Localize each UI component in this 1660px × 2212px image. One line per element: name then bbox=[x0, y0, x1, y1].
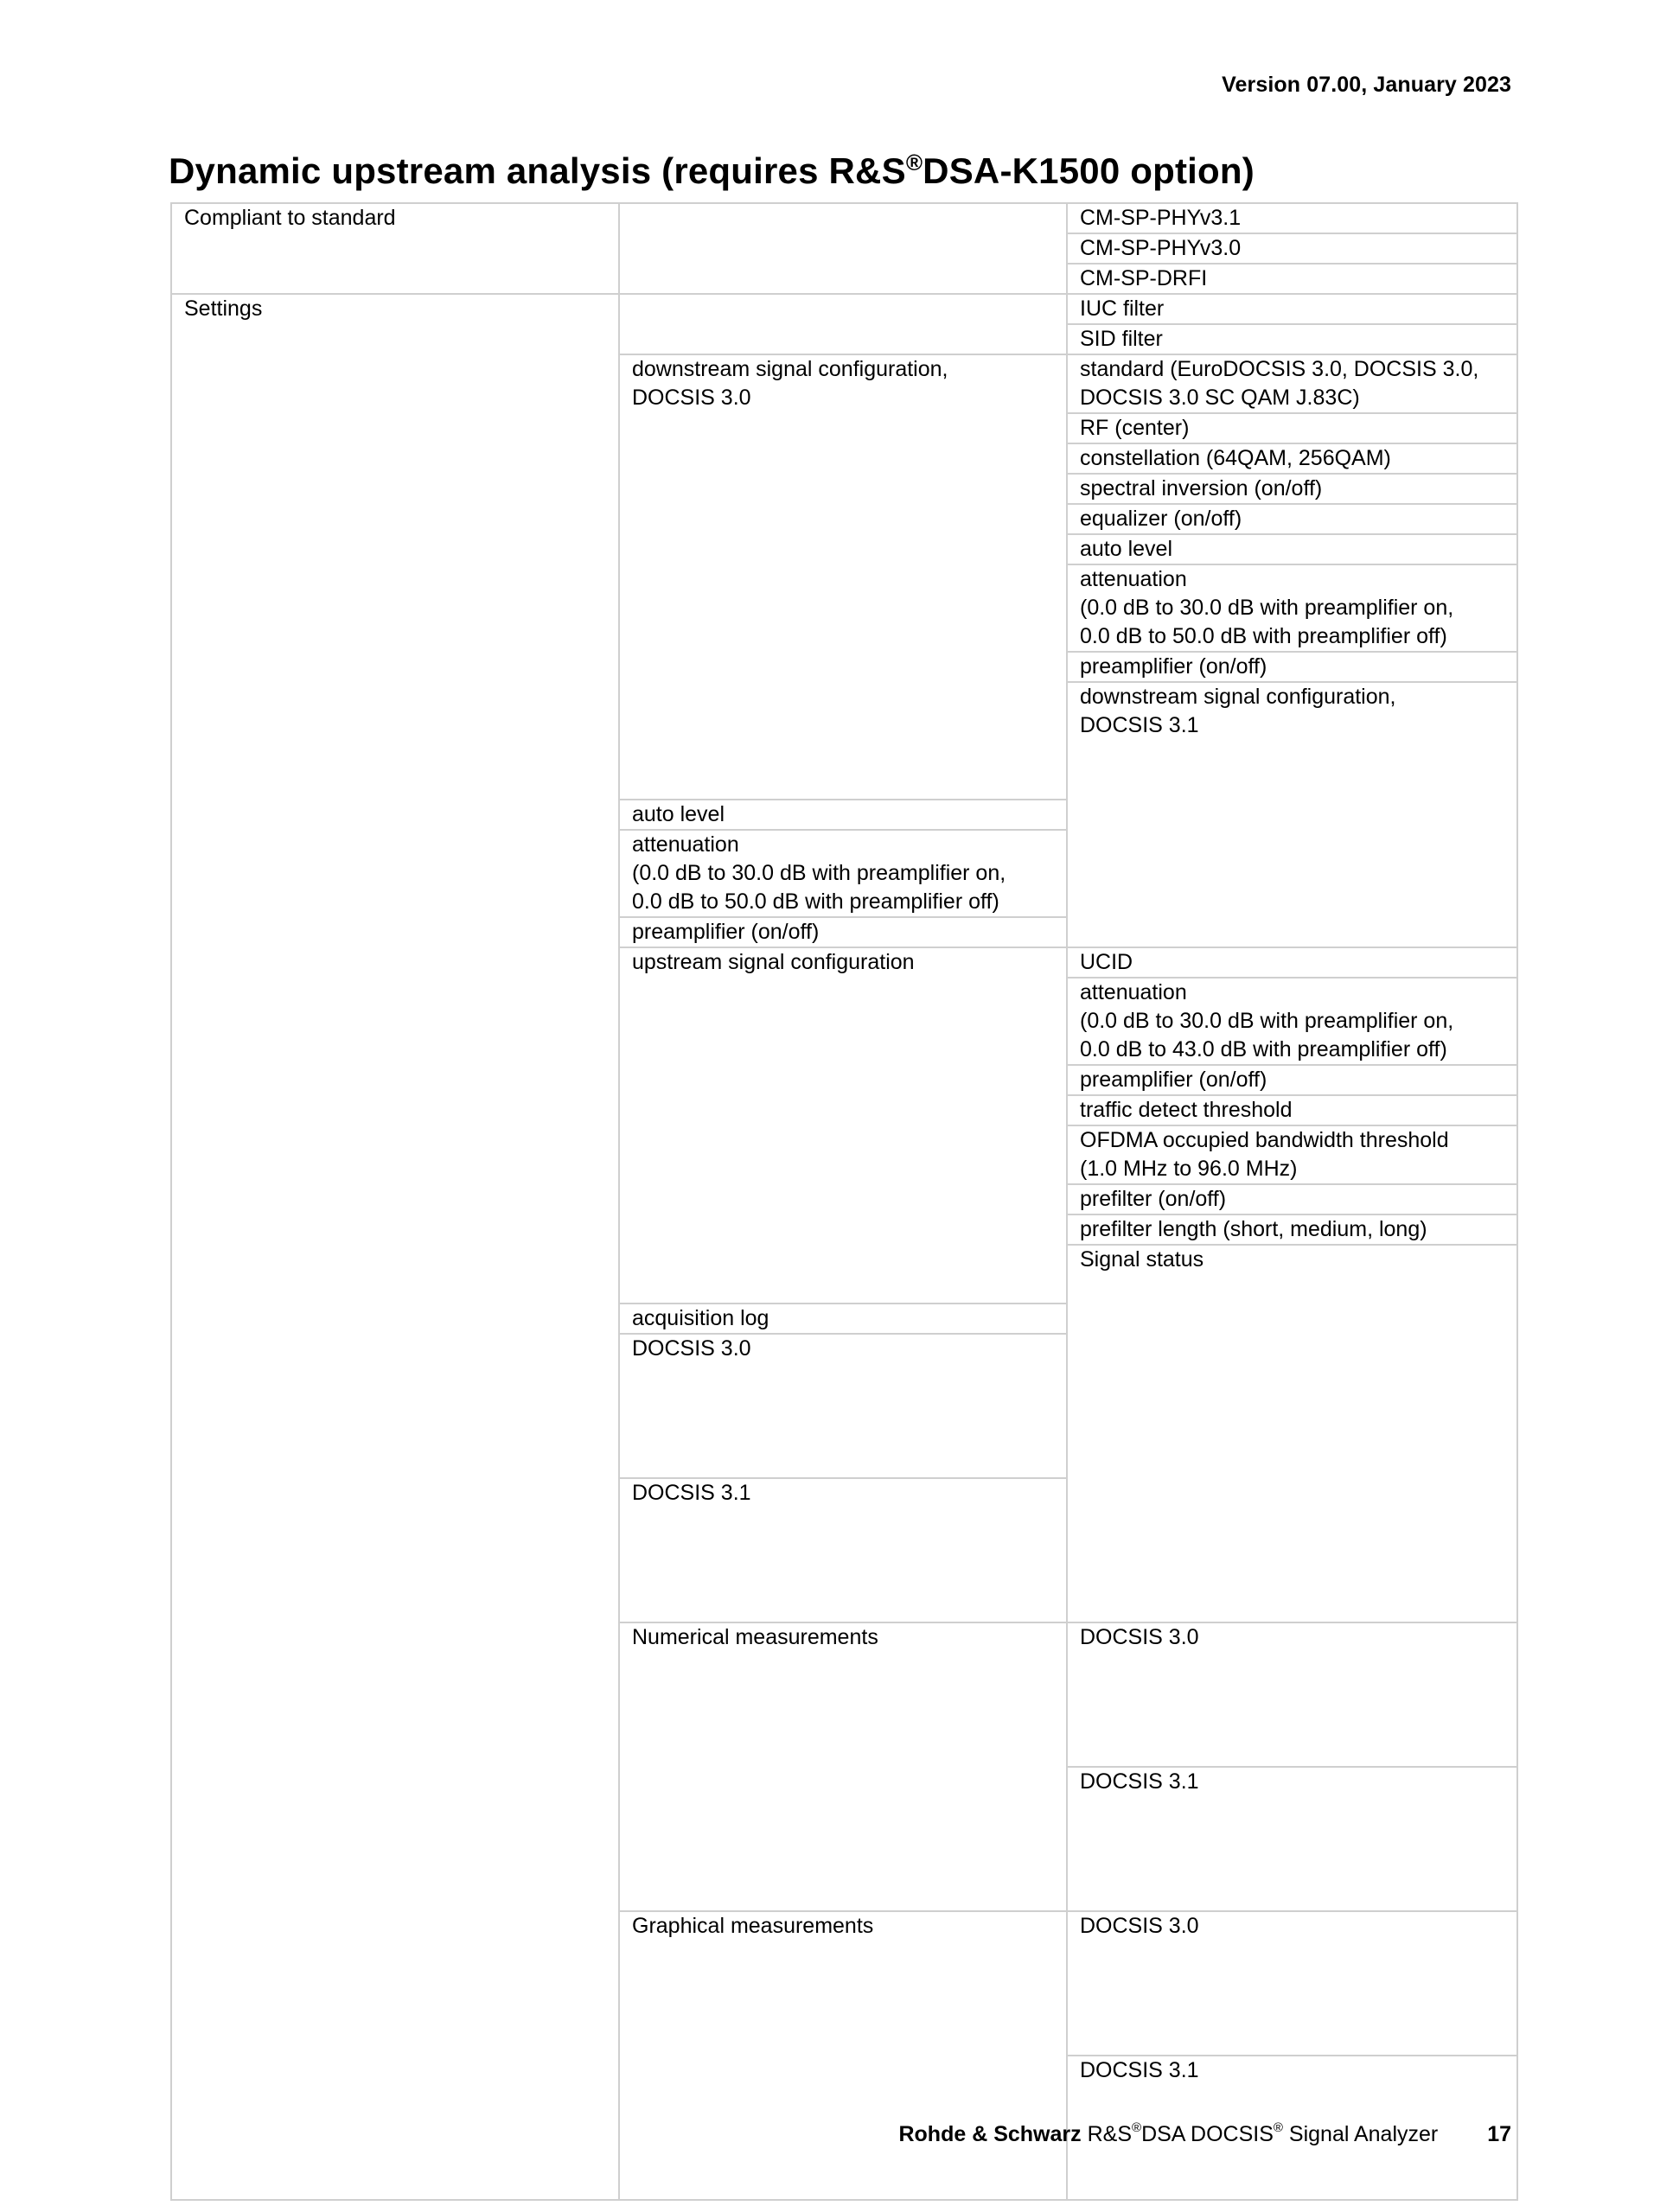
spec-subcategory: DOCSIS 3.0 bbox=[619, 1334, 1067, 1478]
spec-subcategory: DOCSIS 3.0 bbox=[1067, 1911, 1517, 2056]
footer-product-name: DSA DOCSIS bbox=[1141, 2122, 1274, 2146]
value-line: (1.0 MHz to 96.0 MHz) bbox=[1080, 1157, 1298, 1181]
spec-value bbox=[1067, 1125, 1517, 1184]
spec-category: Graphical measurements bbox=[619, 1911, 1067, 2200]
section-title bbox=[169, 150, 1255, 192]
spec-subcategory-empty bbox=[619, 203, 1067, 294]
subcategory-line: downstream signal configuration, bbox=[632, 357, 948, 381]
spec-subcategory: upstream signal configuration bbox=[619, 947, 1067, 1304]
value-line: attenuation bbox=[1080, 567, 1187, 591]
page-number: 17 bbox=[1487, 2122, 1511, 2146]
document-version: Version 07.00, January 2023 bbox=[1222, 73, 1511, 97]
spec-value: acquisition log bbox=[619, 1304, 1067, 1334]
value-line: standard (EuroDOCSIS 3.0, DOCSIS 3.0, bbox=[1080, 357, 1479, 381]
spec-subcategory bbox=[1067, 682, 1517, 947]
value-line: (0.0 dB to 30.0 dB with preamplifier on, bbox=[1080, 1009, 1454, 1033]
spec-category: Compliant to standard bbox=[171, 203, 619, 294]
spec-value: auto level bbox=[1067, 534, 1517, 564]
registered-mark: ® bbox=[1132, 2120, 1142, 2135]
specification-table bbox=[170, 202, 1518, 2201]
spec-value: prefilter (on/off) bbox=[1067, 1184, 1517, 1214]
spec-value: CM-SP-PHYv3.0 bbox=[1067, 233, 1517, 264]
spec-value: RF (center) bbox=[1067, 413, 1517, 443]
spec-value: preamplifier (on/off) bbox=[619, 917, 1067, 947]
table-row bbox=[171, 203, 1517, 233]
subcategory-line: DOCSIS 3.1 bbox=[1080, 713, 1199, 737]
table-row bbox=[171, 294, 1517, 324]
spec-value: spectral inversion (on/off) bbox=[1067, 474, 1517, 504]
spec-value bbox=[1067, 564, 1517, 652]
value-line: attenuation bbox=[632, 832, 739, 857]
title-text-start: Dynamic upstream analysis (requires R&S bbox=[169, 150, 906, 191]
spec-value: auto level bbox=[619, 800, 1067, 830]
spec-value: constellation (64QAM, 256QAM) bbox=[1067, 443, 1517, 474]
spec-value: UCID bbox=[1067, 947, 1517, 978]
spec-subcategory: DOCSIS 3.1 bbox=[1067, 1767, 1517, 1911]
spec-category: Settings bbox=[171, 294, 619, 2200]
spec-subcategory: DOCSIS 3.0 bbox=[1067, 1622, 1517, 1767]
value-line: (0.0 dB to 30.0 dB with preamplifier on, bbox=[1080, 596, 1454, 620]
value-line: 0.0 dB to 50.0 dB with preamplifier off) bbox=[632, 889, 999, 914]
spec-value: preamplifier (on/off) bbox=[1067, 652, 1517, 682]
spec-value: SID filter bbox=[1067, 324, 1517, 354]
spec-value: traffic detect threshold bbox=[1067, 1095, 1517, 1125]
spec-category: Numerical measurements bbox=[619, 1622, 1067, 1911]
registered-mark: ® bbox=[905, 150, 923, 175]
registered-mark: ® bbox=[1273, 2120, 1283, 2135]
value-line: attenuation bbox=[1080, 980, 1187, 1004]
page-footer bbox=[898, 2122, 1511, 2147]
spec-value: preamplifier (on/off) bbox=[1067, 1065, 1517, 1095]
spec-value bbox=[1067, 354, 1517, 413]
subcategory-line: downstream signal configuration, bbox=[1080, 685, 1396, 709]
value-line: OFDMA occupied bandwidth threshold bbox=[1080, 1128, 1449, 1152]
value-line: 0.0 dB to 50.0 dB with preamplifier off) bbox=[1080, 624, 1447, 648]
spec-value: prefilter length (short, medium, long) bbox=[1067, 1214, 1517, 1245]
footer-brand: Rohde & Schwarz bbox=[898, 2122, 1082, 2146]
title-text-end: DSA-K1500 option) bbox=[923, 150, 1255, 191]
value-line: 0.0 dB to 43.0 dB with preamplifier off) bbox=[1080, 1037, 1447, 1061]
spec-value bbox=[1067, 978, 1517, 1065]
spec-value: equalizer (on/off) bbox=[1067, 504, 1517, 534]
value-line: DOCSIS 3.0 SC QAM J.83C) bbox=[1080, 386, 1360, 410]
spec-subcategory bbox=[619, 354, 1067, 800]
footer-product-prefix: R&S bbox=[1087, 2122, 1132, 2146]
value-line: (0.0 dB to 30.0 dB with preamplifier on, bbox=[632, 861, 1006, 885]
spec-category: Signal status bbox=[1067, 1245, 1517, 1622]
spec-subcategory-empty bbox=[619, 294, 1067, 354]
footer-product-suffix: Signal Analyzer bbox=[1288, 2122, 1439, 2146]
spec-value bbox=[619, 830, 1067, 917]
spec-subcategory: DOCSIS 3.1 bbox=[619, 1478, 1067, 1622]
subcategory-line: DOCSIS 3.0 bbox=[632, 386, 751, 410]
spec-value: IUC filter bbox=[1067, 294, 1517, 324]
spec-value: CM-SP-DRFI bbox=[1067, 264, 1517, 294]
spec-value: CM-SP-PHYv3.1 bbox=[1067, 203, 1517, 233]
spec-subcategory: DOCSIS 3.1 bbox=[1067, 2056, 1517, 2200]
